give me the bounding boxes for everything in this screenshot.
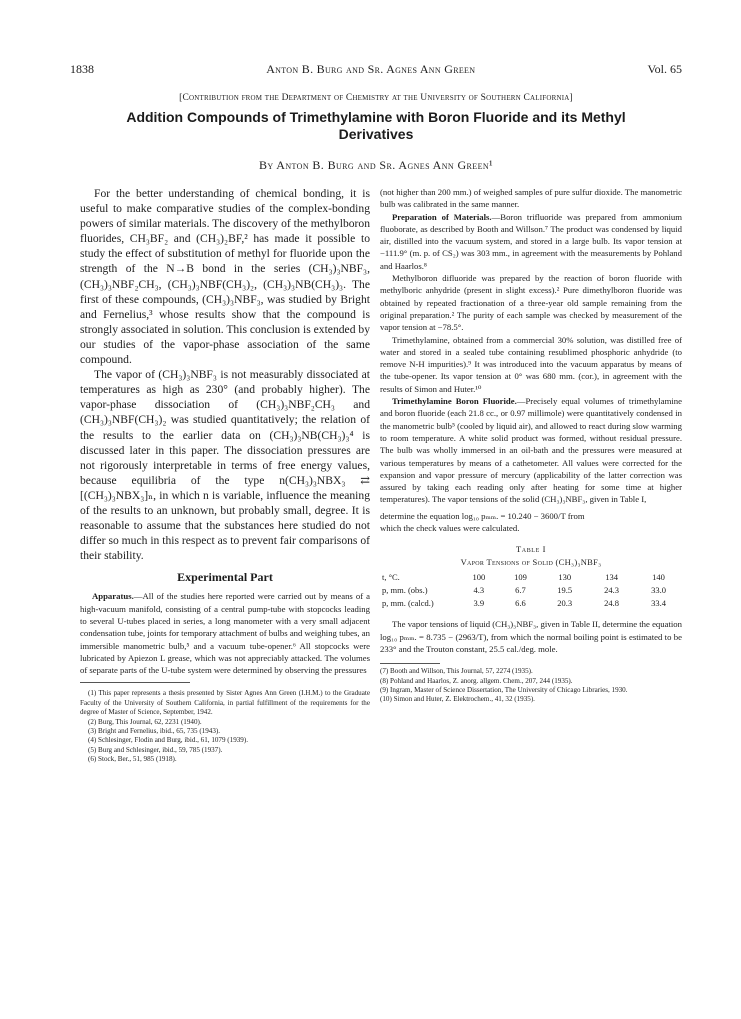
table-cell: 3.9 <box>473 598 485 609</box>
dissociation-paragraph: The vapor of (CH₃)₃NBF₃ is not measurably dissociated at temperatures as high as 230° (and probably higher). The vapor-phase dissociation of (CH₃)₃NBF₂CH₃ and (CH₃)₃NBF(CH₃)₂ was studied quantitatively; the relation of the results to the earlier data on (CH₃)₃NB(CH₃)₃⁴ is discussed later in this paper. The dissociation pressures are not rigorously interpretable in terms of free energy values, because equilibria of the type n(CH₃)₃NBX₃ ⇄ [(CH₃)₃NBX₃]ₙ, in which n is variable, influence the meaning of the results to an unknown, but probably small, degree. It is reasonable to assume that the substances here studied do not differ so much in this respect as to prevent fair comparisons of their stability. <box>80 368 370 563</box>
methylboron-paragraph: Methylboron difluoride was prepared by the reaction of boron fluoride with methylboric anhydride (present in slight excess).² Pure dimethylboron fluoride was obtained by repeated fractionation of a three-year old sample remaining from the original preparation.² The purity of each sample was checked by measurement of the vapor tension at −78.5°. <box>380 273 682 333</box>
table-cell: 130 <box>558 572 572 583</box>
footnote: (2) Burg, This Journal, 62, 2231 (1940). <box>88 717 202 726</box>
left-column <box>80 186 370 765</box>
apparatus-text: —All of the studies here reported were carried out by means of a high-vacuum manifold, consisting of a central pump-tube with stopcocks leading to several U-tubes placed in series, a long manometer with a very small adjacent condensation tube, joints for temporary attachment of bulbs and weighing tubes, an immersible manometric bulb,⁵ and a vacuum tube-opener.⁶ All stopcocks were lubricated by Apiezon L grease, which was not appreciably attacked. The volumes of separate parts of the U-tube system were determined by observing the pressures <box>80 591 370 676</box>
footnote: (1) This paper represents a thesis presented by Sister Agnes Ann Green (I.H.M.) to the Graduate Faculty of the University of Southern California, in partial fulfillment of the requirements for the degree of Master of Science, September, 1942. <box>80 689 370 717</box>
running-head-authors: Anton B. Burg and Sr. Agnes Ann Green <box>266 62 476 76</box>
left-footnotes <box>80 689 370 764</box>
table-label: Table I <box>515 544 546 555</box>
apparatus-paragraph <box>80 590 370 676</box>
footnote: (7) Booth and Willson, This Journal, 57, 2274 (1935). <box>380 667 533 676</box>
preparation-lead: Preparation of Materials. <box>392 211 492 222</box>
byline: By Anton B. Burg and Sr. Agnes Ann Green¹ <box>258 158 494 172</box>
paper-title: Addition Compounds of Trimethylamine with Boron Fluoride and its Methyl Derivatives <box>126 109 626 142</box>
table-row <box>380 584 682 597</box>
table-cell: 109 <box>514 572 527 583</box>
intro-paragraph: For the better understanding of chemical bonding, it is useful to make comparative studies of the complex-bonding powers of similar materials. The discovery of the methylboron fluorides, CH₃BF₂ and (CH₃)₂BF,² has made it possible to study the effect of substitution of methyl for fluoride upon the strength of the N→B bond in the series (CH₃)₃NBF₃, (CH₃)₃NBF₂CH₃, (CH₃)₃NBF(CH₃)₂, (CH₃)₃NB(CH₃)₃. The first of these compounds, (CH₃)₃NBF₃, was studied by Bright and Fernelius,³ whose results show that the compound is strongly associated in solution. This conclusion is extended by our studies of the vapor-phase association of the same compound. <box>80 187 370 367</box>
row-header: t, °C. <box>382 572 400 583</box>
preparation-text: —Boron trifluoride was prepared from ammonium fluoborate, as described by Booth and Willson.⁷ The product was condensed by liquid air, distilled into the vacuum system, and stored in a large bulb. Its vapor tension at −111.9° (m. p. of CS₂) was 303 mm., in agreement with the measurements by Pohland and Haarlos.⁸ <box>380 211 683 271</box>
table-cell: 6.6 <box>515 598 526 609</box>
affiliation-line: [Contribution from the Department of Chemistry at the University of Southern California] <box>179 93 573 103</box>
trimethylamine-paragraph: Trimethylamine, obtained from a commercial 30% solution, was distilled free of water and stored in a sealed tube containing resublimed phosphoric anhydride (to remove N-H impurities).⁹ It was introduced into the vacuum apparatus by means of the tube-opener. Its vapor tension at 0° was 680 mm. (cor.), in agreement with the results of Simon and Huter.¹⁰ <box>380 334 682 394</box>
liquid-vapor-paragraph: The vapor tensions of liquid (CH₃)₃NBF₃, given in Table II, determine the equation log₁₀ pₘₘ. = 8.735 − (2963/T), from which the normal boiling point is estimated to be 233° and the Trouton constant, 25.5 cal./deg. mole. <box>380 619 682 654</box>
footnote: (5) Burg and Schlesinger, ibid., 59, 785 (1937). <box>88 745 223 754</box>
table-row <box>380 571 682 584</box>
volume-number: Vol. 65 <box>647 62 682 76</box>
tmab-paragraph <box>380 395 682 506</box>
footnote: (3) Bright and Fernelius, ibid., 65, 735 (1943). <box>88 727 221 736</box>
row-header: p, mm. (calcd.) <box>382 598 434 609</box>
footnote-rule <box>80 682 190 686</box>
table-caption: Vapor Tensions of Solid (CH₃)₃NBF₃ <box>460 557 602 568</box>
equation-tail: which the check values were calculated. <box>380 523 520 534</box>
vapor-tension-table <box>380 571 682 610</box>
footnote: (4) Schlesinger, Flodin and Burg, ibid., 61, 1079 (1939). <box>88 736 248 745</box>
right-column <box>380 186 682 705</box>
table-1 <box>380 544 682 610</box>
table-cell: 100 <box>472 572 486 583</box>
table-cell: 24.8 <box>604 598 620 609</box>
table-cell: 33.4 <box>651 598 666 609</box>
apparatus-lead: Apparatus. <box>92 591 134 602</box>
footnote-rule <box>380 663 440 664</box>
tmab-lead: Trimethylamine Boron Fluoride. <box>392 396 517 407</box>
table-cell: 134 <box>605 572 618 583</box>
table-cell: 24.3 <box>604 585 620 596</box>
footnote: (8) Pohland and Haarlos, Z. anorg. allgem. Chem., 207, 244 (1935). <box>380 676 573 685</box>
footnote: (6) Stock, Ber., 51, 985 (1918). <box>88 755 177 764</box>
table-cell: 20.3 <box>557 598 573 609</box>
table-cell: 6.7 <box>515 585 526 596</box>
table-cell: 140 <box>652 572 665 583</box>
right-footnotes <box>380 667 682 705</box>
footnote: (10) Simon and Huter, Z. Elektrochem., 41, 32 (1935). <box>380 695 535 704</box>
page-number: 1838 <box>70 62 94 76</box>
preparation-paragraph <box>380 211 682 272</box>
equation-line: determine the equation log₁₀ pₘₘ. = 10.240 − 3600/T from <box>380 510 585 521</box>
table-cell: 33.0 <box>651 585 666 596</box>
footnote: (9) Ingram, Master of Science Dissertation, The University of Chicago Libraries, 1930. <box>380 686 628 695</box>
tmab-text: —Precisely equal volumes of trimethylamine and boron fluoride (each 21.8 cc., or 0.97 millimole) were quantitatively condensed in the manometric bulb⁵ (cooled by liquid air), and allowed to react during slow warming to room temperature. A white solid product was formed, without residual pressure. The bulb was wholly immersed in an oil-bath and the pressures were measured at various temperatures by means of a cathetometer. All values were corrected for the expansion and vapor pressure of mercury (applicability of the latter correction was assured by taking each reading only after heating for some time at higher temperatures). The vapor tensions of the solid (CH₃)₃NBF₃, given in Table I, <box>380 396 682 505</box>
section-heading-experimental: Experimental Part <box>177 570 273 585</box>
table-cell: 19.5 <box>557 585 573 596</box>
running-head <box>70 62 682 77</box>
table-cell: 4.3 <box>473 585 485 596</box>
row-header: p, mm. (obs.) <box>382 585 428 596</box>
continuation-paragraph: (not higher than 200 mm.) of weighed samples of pure sulfur dioxide. The manometric bulb was calibrated in the same manner. <box>380 187 682 210</box>
table-row <box>380 597 682 610</box>
